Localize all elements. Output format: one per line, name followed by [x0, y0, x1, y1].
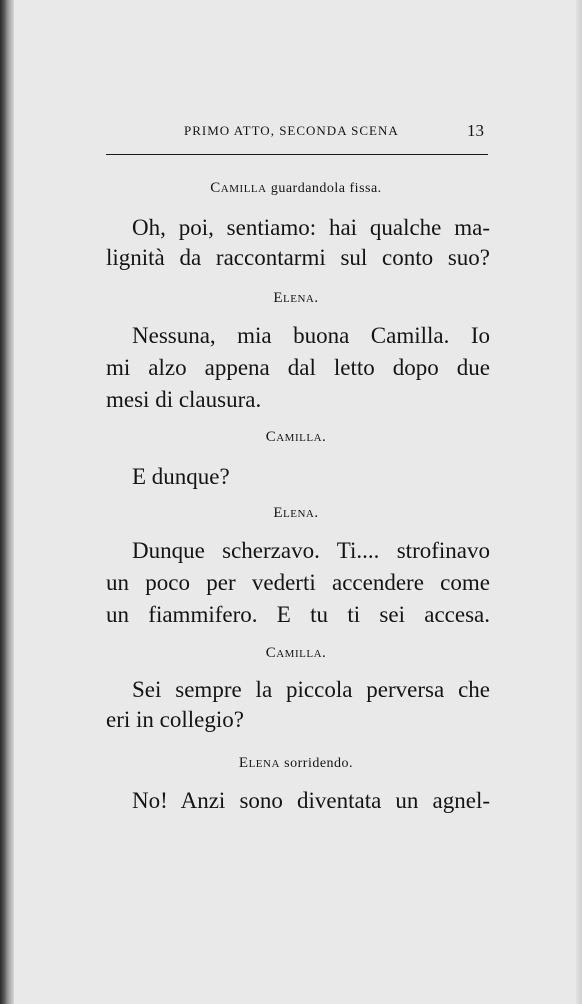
page-number: 13 [467, 121, 484, 140]
text-line: eri in collegio? [106, 707, 244, 732]
speaker-name: Elena. [273, 505, 319, 521]
speaker-heading [100, 290, 492, 307]
speaker-heading [100, 755, 492, 772]
text-line: Oh, poi, sentiamo: hai qualche ma- [132, 215, 490, 240]
book-spine-shadow [0, 0, 14, 1004]
text-line: Sei sempre la piccola perversa che [132, 677, 490, 702]
speaker-heading [100, 429, 492, 446]
speaker-name: Elena [238, 755, 280, 771]
running-title: PRIMO ATTO, SECONDA SCENA [184, 123, 399, 138]
speaker-heading [100, 645, 492, 662]
stage-direction: guardandola fissa. [270, 181, 382, 196]
text-line: E dunque? [132, 464, 230, 489]
speaker-name: Elena. [273, 290, 319, 306]
text-line: mesi di clausura. [106, 387, 262, 412]
text-line: un fiammifero. E tu ti sei accesa. [106, 602, 490, 627]
speaker-name: Camilla. [265, 645, 327, 661]
speaker-name: Camilla [210, 180, 267, 196]
text-line: lignità da raccontarmi sul conto suo? [106, 245, 490, 270]
header-rule [106, 154, 488, 155]
stage-direction: sorridendo. [284, 756, 354, 771]
text-line: mi alzo appena dal letto dopo due [106, 355, 490, 380]
text-line: Dunque scherzavo. Ti.... strofinavo [132, 538, 490, 563]
text-line: Nessuna, mia buona Camilla. Io [132, 323, 490, 348]
page-edge [576, 0, 582, 1004]
text-line: No! Anzi sono diventata un agnel- [132, 788, 490, 813]
running-head [108, 121, 488, 143]
text-line: un poco per vederti accendere come [106, 570, 490, 595]
speaker-heading [100, 180, 492, 197]
speaker-name: Camilla. [265, 429, 327, 445]
speaker-heading [100, 505, 492, 522]
